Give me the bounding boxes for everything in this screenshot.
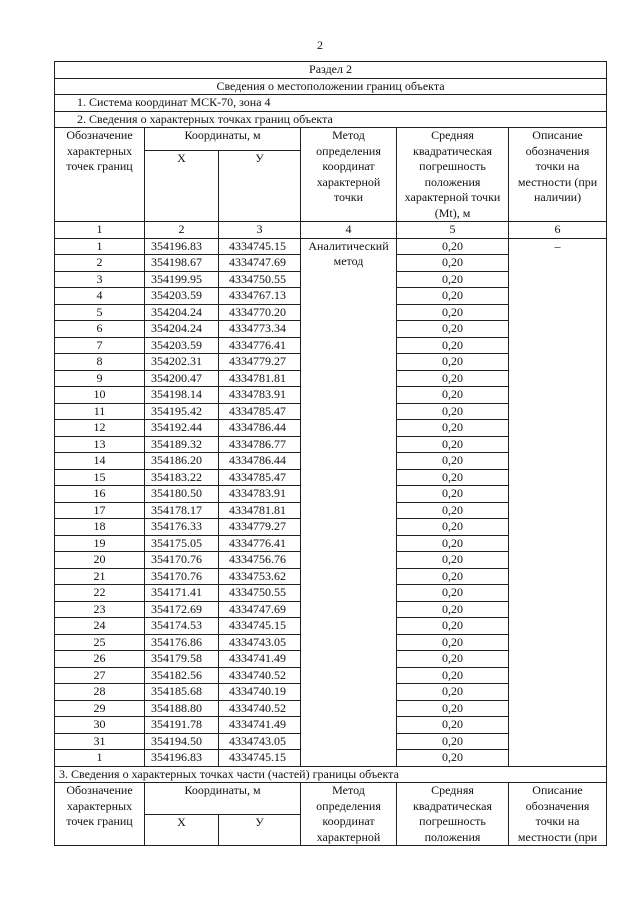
point-number: 1 xyxy=(55,750,145,767)
header3-description: Описание обозначения точки на местности (при xyxy=(509,783,607,846)
method-cell: Аналитический метод xyxy=(301,238,397,766)
point-number: 20 xyxy=(55,552,145,569)
y-coordinate: 4334740.52 xyxy=(219,700,301,717)
column-number: 1 xyxy=(55,222,145,239)
point-number: 11 xyxy=(55,403,145,420)
section-title-row xyxy=(55,62,607,79)
column-number: 2 xyxy=(145,222,219,239)
header-point-designation: Обозначение характерных точек границ xyxy=(55,128,145,222)
y-coordinate: 4334779.27 xyxy=(219,354,301,371)
header3-accuracy: Средняя квадратическая погрешность положения xyxy=(397,783,509,846)
accuracy-value: 0,20 xyxy=(397,370,509,387)
y-coordinate: 4334773.34 xyxy=(219,321,301,338)
point-number: 6 xyxy=(55,321,145,338)
column-number: 6 xyxy=(509,222,607,239)
point-number: 10 xyxy=(55,387,145,404)
x-coordinate: 354194.50 xyxy=(145,733,219,750)
accuracy-value: 0,20 xyxy=(397,684,509,701)
header-description: Описание обозначения точки на местности (при наличии) xyxy=(509,128,607,222)
y-coordinate: 4334745.15 xyxy=(219,238,301,255)
y-coordinate: 4334740.19 xyxy=(219,684,301,701)
accuracy-value: 0,20 xyxy=(397,436,509,453)
coordinate-system: 1. Система координат МСК-70, зона 4 xyxy=(55,95,607,112)
x-coordinate: 354191.78 xyxy=(145,717,219,734)
y-coordinate: 4334781.81 xyxy=(219,502,301,519)
y-coordinate: 4334783.91 xyxy=(219,486,301,503)
y-coordinate: 4334747.69 xyxy=(219,601,301,618)
y-coordinate: 4334743.05 xyxy=(219,733,301,750)
point-number: 24 xyxy=(55,618,145,635)
x-coordinate: 354178.17 xyxy=(145,502,219,519)
y-coordinate: 4334741.49 xyxy=(219,717,301,734)
accuracy-value: 0,20 xyxy=(397,321,509,338)
x-coordinate: 354180.50 xyxy=(145,486,219,503)
accuracy-value: 0,20 xyxy=(397,502,509,519)
y-coordinate: 4334786.77 xyxy=(219,436,301,453)
accuracy-value: 0,20 xyxy=(397,420,509,437)
accuracy-value: 0,20 xyxy=(397,453,509,470)
y-coordinate: 4334785.47 xyxy=(219,403,301,420)
section-subtitle: Сведения о местоположении границ объекта xyxy=(55,78,607,95)
point-number: 30 xyxy=(55,717,145,734)
x-coordinate: 354176.33 xyxy=(145,519,219,536)
y-coordinate: 4334781.81 xyxy=(219,370,301,387)
y-coordinate: 4334750.55 xyxy=(219,271,301,288)
point-number: 13 xyxy=(55,436,145,453)
y-coordinate: 4334779.27 xyxy=(219,519,301,536)
x-coordinate: 354196.83 xyxy=(145,238,219,255)
x-coordinate: 354189.32 xyxy=(145,436,219,453)
accuracy-value: 0,20 xyxy=(397,304,509,321)
x-coordinate: 354176.86 xyxy=(145,634,219,651)
table3-header-row xyxy=(55,783,607,815)
accuracy-value: 0,20 xyxy=(397,519,509,536)
column-number: 3 xyxy=(219,222,301,239)
accuracy-value: 0,20 xyxy=(397,717,509,734)
point-number: 26 xyxy=(55,651,145,668)
accuracy-value: 0,20 xyxy=(397,634,509,651)
x-coordinate: 354183.22 xyxy=(145,469,219,486)
point-number: 21 xyxy=(55,568,145,585)
point-number: 3 xyxy=(55,271,145,288)
accuracy-value: 0,20 xyxy=(397,733,509,750)
boundary-table xyxy=(54,61,607,846)
y-coordinate: 4334753.62 xyxy=(219,568,301,585)
point-number: 25 xyxy=(55,634,145,651)
accuracy-value: 0,20 xyxy=(397,750,509,767)
x-coordinate: 354170.76 xyxy=(145,568,219,585)
y-coordinate: 4334745.15 xyxy=(219,618,301,635)
column-number-row xyxy=(55,222,607,239)
header3-x: Х xyxy=(145,814,219,846)
section-title: Раздел 2 xyxy=(55,62,607,79)
x-coordinate: 354199.95 xyxy=(145,271,219,288)
description-cell: – xyxy=(509,238,607,766)
x-coordinate: 354204.24 xyxy=(145,304,219,321)
y-coordinate: 4334783.91 xyxy=(219,387,301,404)
y-coordinate: 4334750.55 xyxy=(219,585,301,602)
header3-coordinates: Координаты, м xyxy=(145,783,301,815)
part-points-heading: 3. Сведения о характерных точках части (частей) границы объекта xyxy=(55,766,607,783)
table-row xyxy=(55,238,607,255)
accuracy-value: 0,20 xyxy=(397,486,509,503)
x-coordinate: 354170.76 xyxy=(145,552,219,569)
x-coordinate: 354182.56 xyxy=(145,667,219,684)
x-coordinate: 354198.14 xyxy=(145,387,219,404)
x-coordinate: 354195.42 xyxy=(145,403,219,420)
y-coordinate: 4334756.76 xyxy=(219,552,301,569)
accuracy-value: 0,20 xyxy=(397,354,509,371)
x-coordinate: 354203.59 xyxy=(145,337,219,354)
point-number: 29 xyxy=(55,700,145,717)
y-coordinate: 4334776.41 xyxy=(219,535,301,552)
column-number: 5 xyxy=(397,222,509,239)
x-coordinate: 354172.69 xyxy=(145,601,219,618)
x-coordinate: 354174.53 xyxy=(145,618,219,635)
x-coordinate: 354188.80 xyxy=(145,700,219,717)
accuracy-value: 0,20 xyxy=(397,403,509,420)
x-coordinate: 354204.24 xyxy=(145,321,219,338)
accuracy-value: 0,20 xyxy=(397,255,509,272)
accuracy-value: 0,20 xyxy=(397,618,509,635)
point-number: 1 xyxy=(55,238,145,255)
column-number: 4 xyxy=(301,222,397,239)
point-number: 14 xyxy=(55,453,145,470)
accuracy-value: 0,20 xyxy=(397,667,509,684)
accuracy-value: 0,20 xyxy=(397,568,509,585)
point-number: 4 xyxy=(55,288,145,305)
accuracy-value: 0,20 xyxy=(397,535,509,552)
point-number: 17 xyxy=(55,502,145,519)
x-coordinate: 354202.31 xyxy=(145,354,219,371)
points-heading: 2. Сведения о характерных точках границ объекта xyxy=(55,111,607,128)
x-coordinate: 354185.68 xyxy=(145,684,219,701)
y-coordinate: 4334767.13 xyxy=(219,288,301,305)
y-coordinate: 4334747.69 xyxy=(219,255,301,272)
header3-y: У xyxy=(219,814,301,846)
y-coordinate: 4334776.41 xyxy=(219,337,301,354)
x-coordinate: 354198.67 xyxy=(145,255,219,272)
header-accuracy: Средняя квадратическая погрешность положения характерной точки (Mt), м xyxy=(397,128,509,222)
point-number: 19 xyxy=(55,535,145,552)
accuracy-value: 0,20 xyxy=(397,700,509,717)
accuracy-value: 0,20 xyxy=(397,271,509,288)
point-number: 5 xyxy=(55,304,145,321)
header-coordinates: Координаты, м xyxy=(145,128,301,151)
point-number: 15 xyxy=(55,469,145,486)
accuracy-value: 0,20 xyxy=(397,651,509,668)
point-number: 22 xyxy=(55,585,145,602)
accuracy-value: 0,20 xyxy=(397,601,509,618)
part-points-heading-row xyxy=(55,766,607,783)
section-subtitle-row xyxy=(55,78,607,95)
coordinate-system-row xyxy=(55,95,607,112)
point-number: 8 xyxy=(55,354,145,371)
x-coordinate: 354200.47 xyxy=(145,370,219,387)
point-number: 27 xyxy=(55,667,145,684)
y-coordinate: 4334745.15 xyxy=(219,750,301,767)
y-coordinate: 4334743.05 xyxy=(219,634,301,651)
accuracy-value: 0,20 xyxy=(397,387,509,404)
point-number: 18 xyxy=(55,519,145,536)
y-coordinate: 4334740.52 xyxy=(219,667,301,684)
x-coordinate: 354171.41 xyxy=(145,585,219,602)
x-coordinate: 354196.83 xyxy=(145,750,219,767)
accuracy-value: 0,20 xyxy=(397,552,509,569)
header-method: Метод определения координат характерной точки xyxy=(301,128,397,222)
y-coordinate: 4334770.20 xyxy=(219,304,301,321)
y-coordinate: 4334741.49 xyxy=(219,651,301,668)
x-coordinate: 354186.20 xyxy=(145,453,219,470)
point-number: 2 xyxy=(55,255,145,272)
point-number: 7 xyxy=(55,337,145,354)
accuracy-value: 0,20 xyxy=(397,469,509,486)
y-coordinate: 4334786.44 xyxy=(219,453,301,470)
point-number: 16 xyxy=(55,486,145,503)
header-x: Х xyxy=(145,151,219,222)
point-number: 31 xyxy=(55,733,145,750)
y-coordinate: 4334786.44 xyxy=(219,420,301,437)
page-number: 2 xyxy=(317,38,323,52)
accuracy-value: 0,20 xyxy=(397,238,509,255)
accuracy-value: 0,20 xyxy=(397,288,509,305)
x-coordinate: 354175.05 xyxy=(145,535,219,552)
point-number: 9 xyxy=(55,370,145,387)
point-number: 12 xyxy=(55,420,145,437)
header-y: У xyxy=(219,151,301,222)
points-heading-row xyxy=(55,111,607,128)
header3-point-designation: Обозначение характерных точек границ xyxy=(55,783,145,846)
header3-method: Метод определения координат характерной xyxy=(301,783,397,846)
y-coordinate: 4334785.47 xyxy=(219,469,301,486)
x-coordinate: 354179.58 xyxy=(145,651,219,668)
x-coordinate: 354192.44 xyxy=(145,420,219,437)
point-number: 23 xyxy=(55,601,145,618)
accuracy-value: 0,20 xyxy=(397,585,509,602)
x-coordinate: 354203.59 xyxy=(145,288,219,305)
point-number: 28 xyxy=(55,684,145,701)
table-header-row xyxy=(55,128,607,151)
accuracy-value: 0,20 xyxy=(397,337,509,354)
